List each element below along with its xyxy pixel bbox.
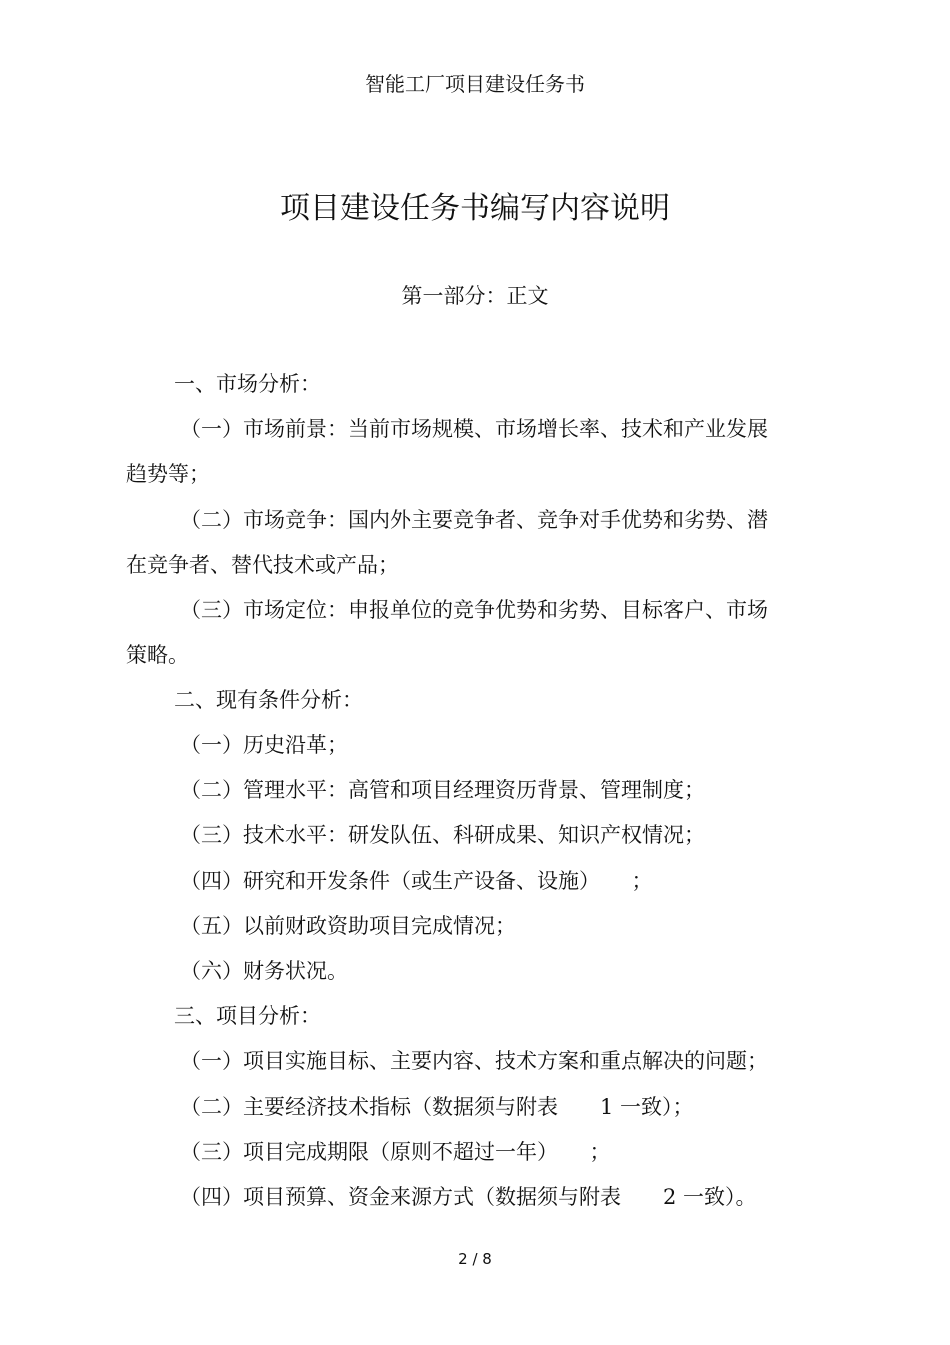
list-item-continuation: 策略。 — [126, 643, 189, 667]
list-item-continuation: 趋势等； — [126, 462, 210, 486]
list-item-previous-funding: （五）以前财政资助项目完成情况； — [180, 914, 516, 938]
section-heading-conditions: 二、现有条件分析： — [174, 688, 363, 712]
list-item-continuation: 在竞争者、替代技术或产品； — [126, 553, 399, 577]
list-item-rnd-conditions: （四）研究和开发条件（或生产设备、设施） ； — [180, 869, 653, 893]
list-item-history: （一）历史沿革； — [180, 733, 348, 757]
section-heading-market: 一、市场分析： — [174, 372, 321, 396]
list-item-technology: （三）技术水平：研发队伍、科研成果、知识产权情况； — [180, 823, 705, 847]
list-item-market-competition: （二）市场竞争：国内外主要竞争者、竞争对手优势和劣势、潜 — [180, 508, 768, 532]
list-item-management: （二）管理水平：高管和项目经理资历背景、管理制度； — [180, 778, 705, 802]
part-heading: 第一部分：正文 — [401, 284, 549, 308]
list-item-deadline: （三）项目完成期限（原则不超过一年） ； — [180, 1140, 611, 1164]
list-item-market-outlook: （一）市场前景：当前市场规模、市场增长率、技术和产业发展 — [180, 417, 768, 441]
list-item-financial-status: （六）财务状况。 — [180, 959, 348, 983]
list-item-budget: （四）项目预算、资金来源方式（数据须与附表 2 一致）。 — [180, 1185, 757, 1209]
list-item-market-positioning: （三）市场定位：申报单位的竞争优势和劣势、目标客户、市场 — [180, 598, 768, 622]
document-title: 项目建设任务书编写内容说明 — [280, 191, 670, 226]
list-item-project-goals: （一）项目实施目标、主要内容、技术方案和重点解决的问题； — [180, 1049, 768, 1073]
running-header: 智能工厂项目建设任务书 — [365, 72, 585, 96]
section-heading-project: 三、项目分析： — [174, 1004, 321, 1028]
page-number: 2 / 8 — [458, 1250, 492, 1268]
list-item-indicators: （二）主要经济技术指标（数据须与附表 1 一致）； — [180, 1095, 694, 1119]
